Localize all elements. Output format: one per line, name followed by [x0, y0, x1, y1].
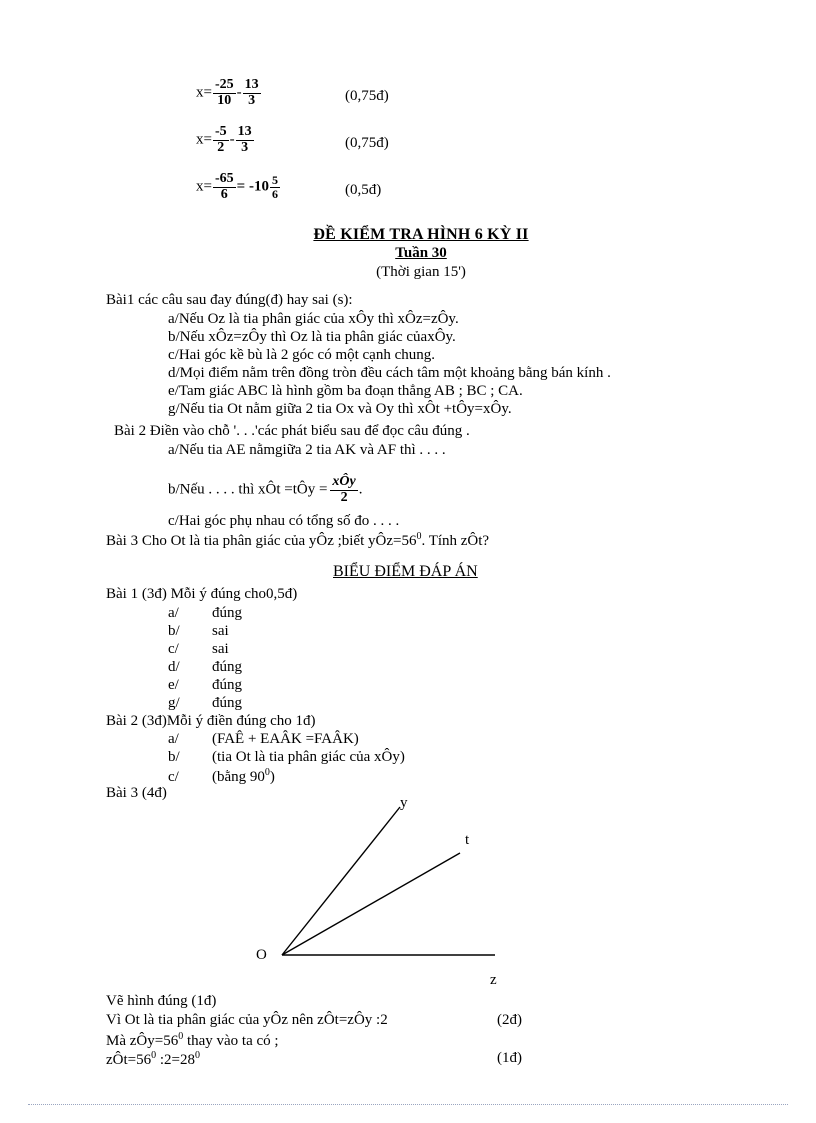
equation-3-score: (0,5đ)	[345, 182, 382, 198]
conclusion-line-3	[106, 1031, 279, 1050]
answer-row	[168, 767, 275, 786]
answer-value-e: đúng	[212, 677, 242, 693]
conclusion-line-4-score: (1đ)	[497, 1050, 522, 1066]
equation-2-operator: -	[229, 131, 235, 148]
ray-ot	[282, 853, 460, 955]
equation-1-fraction-1	[213, 78, 236, 108]
bai1-item-b: b/Nếu xÔz=zÔy thì Oz là tia phân giác củaxÔy.	[168, 329, 456, 345]
conclusion-line-2: Vì Ot là tia phân giác của yÔz nên zÔt=zÔy :2	[106, 1012, 388, 1028]
exam-week: Tuần 30	[395, 245, 447, 261]
answer2-value-a: (FAÊ + EAÂK =FAÂK)	[212, 731, 359, 747]
answer-key-a: a/	[168, 605, 179, 621]
answer2-value-c-degree: 0	[264, 767, 270, 778]
bai3-question-post: . Tính zÔt?	[421, 533, 490, 549]
conclusion-line-4-degree-2: 0	[195, 1050, 201, 1061]
bai2-item-b-num: xÔy	[332, 474, 356, 489]
answer2-key-c: c/	[168, 769, 179, 785]
bai3-question-degree: 0	[416, 531, 422, 542]
figure-label-O: O	[256, 947, 267, 963]
equation-1-den-1: 10	[217, 92, 232, 108]
equation-line-2	[196, 125, 255, 155]
exam-duration: (Thời gian 15')	[376, 264, 466, 280]
equation-3-mixed-int: 10	[253, 178, 269, 195]
equation-2-lhs: x=	[196, 131, 212, 148]
answer-row	[168, 749, 405, 766]
bai1-item-a: a/Nếu Oz là tia phân giác của xÔy thì xÔz=zÔy.	[168, 311, 459, 327]
answer-value-b: sai	[212, 623, 229, 639]
equation-2-num-1: -5	[214, 124, 227, 139]
conclusion-line-1: Vẽ hình đúng (1đ)	[106, 993, 217, 1009]
conclusion-line-3-degree: 0	[178, 1031, 184, 1042]
answer-row	[168, 659, 242, 676]
ray-oy	[282, 807, 400, 955]
answer-value-c: sai	[212, 641, 229, 657]
equation-1-score: (0,75đ)	[345, 88, 389, 104]
answer-value-a: đúng	[212, 605, 242, 621]
answer-row	[168, 605, 242, 622]
answers-bai1-heading: Bài 1 (3đ) Mỗi ý đúng cho0,5đ)	[106, 586, 298, 602]
equation-3-lhs: x=	[196, 178, 212, 195]
figure-label-t: t	[465, 832, 470, 848]
bai2-item-b	[168, 475, 363, 505]
footer-divider	[28, 1104, 788, 1105]
equation-3-num-1: -65	[214, 171, 234, 186]
figure-label-z: z	[490, 972, 497, 988]
conclusion-line-4-mid: :2=28	[156, 1052, 196, 1068]
equation-3-operator: = -	[236, 178, 254, 195]
answer2-key-b: b/	[168, 749, 180, 765]
equation-3-num-2: 5	[271, 173, 278, 188]
bai3-question	[106, 531, 489, 550]
answer-key-heading: BIỂU ĐIỂM ĐÁP ÁN	[333, 563, 478, 580]
bai1-item-g: g/Nếu tia Ot nằm giữa 2 tia Ox và Oy thì xÔt +tÔy=xÔy.	[168, 401, 512, 417]
bai3-question-pre: Bài 3 Cho Ot là tia phân giác của yÔz ;biết yÔz=56	[106, 533, 417, 549]
equation-2-score: (0,75đ)	[345, 135, 389, 151]
answer-key-b: b/	[168, 623, 180, 639]
equation-1-num-2: 13	[244, 77, 259, 92]
bai1-item-d: d/Mọi điểm nằm trên đồng tròn đều cách tâm một khoảng bằng bán kính .	[168, 365, 611, 381]
conclusion-line-4-degree-1: 0	[151, 1050, 157, 1061]
angle-diagram	[230, 795, 590, 985]
equation-3-fraction-2	[270, 174, 280, 200]
answer-row	[168, 677, 242, 694]
answer2-value-b: (tia Ot là tia phân giác của xÔy)	[212, 749, 405, 765]
answer-row	[168, 695, 242, 712]
conclusion-line-4	[106, 1050, 200, 1069]
equation-2-den-2: 3	[241, 139, 249, 155]
answer-value-d: đúng	[212, 659, 242, 675]
equation-1-lhs: x=	[196, 84, 212, 101]
answer2-value-c: (bằng 90	[212, 769, 265, 785]
answer-row	[168, 731, 359, 748]
answer2-value-c-close: )	[269, 769, 275, 785]
conclusion-line-2-score: (2đ)	[497, 1012, 522, 1028]
conclusion-line-4-pre: zÔt=56	[106, 1052, 152, 1068]
bai2-heading: Bài 2 Điền vào chỗ '. . .'các phát biểu sau để đọc câu đúng .	[114, 423, 470, 439]
equation-1-den-2: 3	[248, 92, 256, 108]
equation-2-den-1: 2	[217, 139, 225, 155]
bai1-heading: Bài1 các câu sau đay đúng(đ) hay sai (s):	[106, 292, 353, 308]
answer-key-d: d/	[168, 659, 180, 675]
exam-title: ĐỀ KIỂM TRA HÌNH 6 KỲ II	[313, 226, 529, 243]
bai2-item-b-period: .	[358, 481, 363, 498]
equation-3-den-1: 6	[220, 186, 228, 202]
bai2-item-a: a/Nếu tia AE nằmgiữa 2 tia AK và AF thì . . . .	[168, 442, 446, 458]
conclusion-line-3-pre: Mà zÔy=56	[106, 1033, 179, 1049]
bai2-item-c: c/Hai góc phụ nhau có tổng số đo . . . .	[168, 513, 400, 529]
equation-1-num-1: -25	[214, 77, 234, 92]
equation-1-fraction-2	[243, 78, 261, 108]
equation-1-operator: -	[236, 84, 242, 101]
answer-value-g: đúng	[212, 695, 242, 711]
equation-2-fraction-1	[213, 125, 229, 155]
equation-3-fraction-1	[213, 172, 236, 202]
conclusion-line-3-post: thay vào ta có ;	[183, 1033, 279, 1049]
equation-2-fraction-2	[236, 125, 254, 155]
bai2-item-b-text: b/Nếu . . . . thì xÔt =tÔy =	[168, 481, 328, 498]
equation-2-num-2: 13	[237, 124, 252, 139]
answers-bai2-heading: Bài 2 (3đ)Mỗi ý điền đúng cho 1đ)	[106, 713, 316, 729]
equation-line-3	[196, 172, 281, 202]
answer-row	[168, 641, 229, 658]
bai1-item-c: c/Hai góc kề bù là 2 góc có một cạnh chung.	[168, 347, 435, 363]
answer-key-g: g/	[168, 695, 180, 711]
answer2-key-a: a/	[168, 731, 179, 747]
equation-line-1	[196, 78, 262, 108]
bai2-item-b-fraction	[330, 475, 357, 505]
bai2-item-b-den: 2	[340, 489, 348, 505]
figure-label-y: y	[400, 795, 408, 811]
equation-3-den-2: 6	[271, 186, 278, 201]
answers-bai3-heading: Bài 3 (4đ)	[106, 785, 167, 801]
answer-key-e: e/	[168, 677, 179, 693]
answer-row	[168, 623, 229, 640]
bai1-item-e: e/Tam giác ABC là hình gồm ba đoạn thẳng AB ; BC ; CA.	[168, 383, 523, 399]
answer-key-c: c/	[168, 641, 179, 657]
